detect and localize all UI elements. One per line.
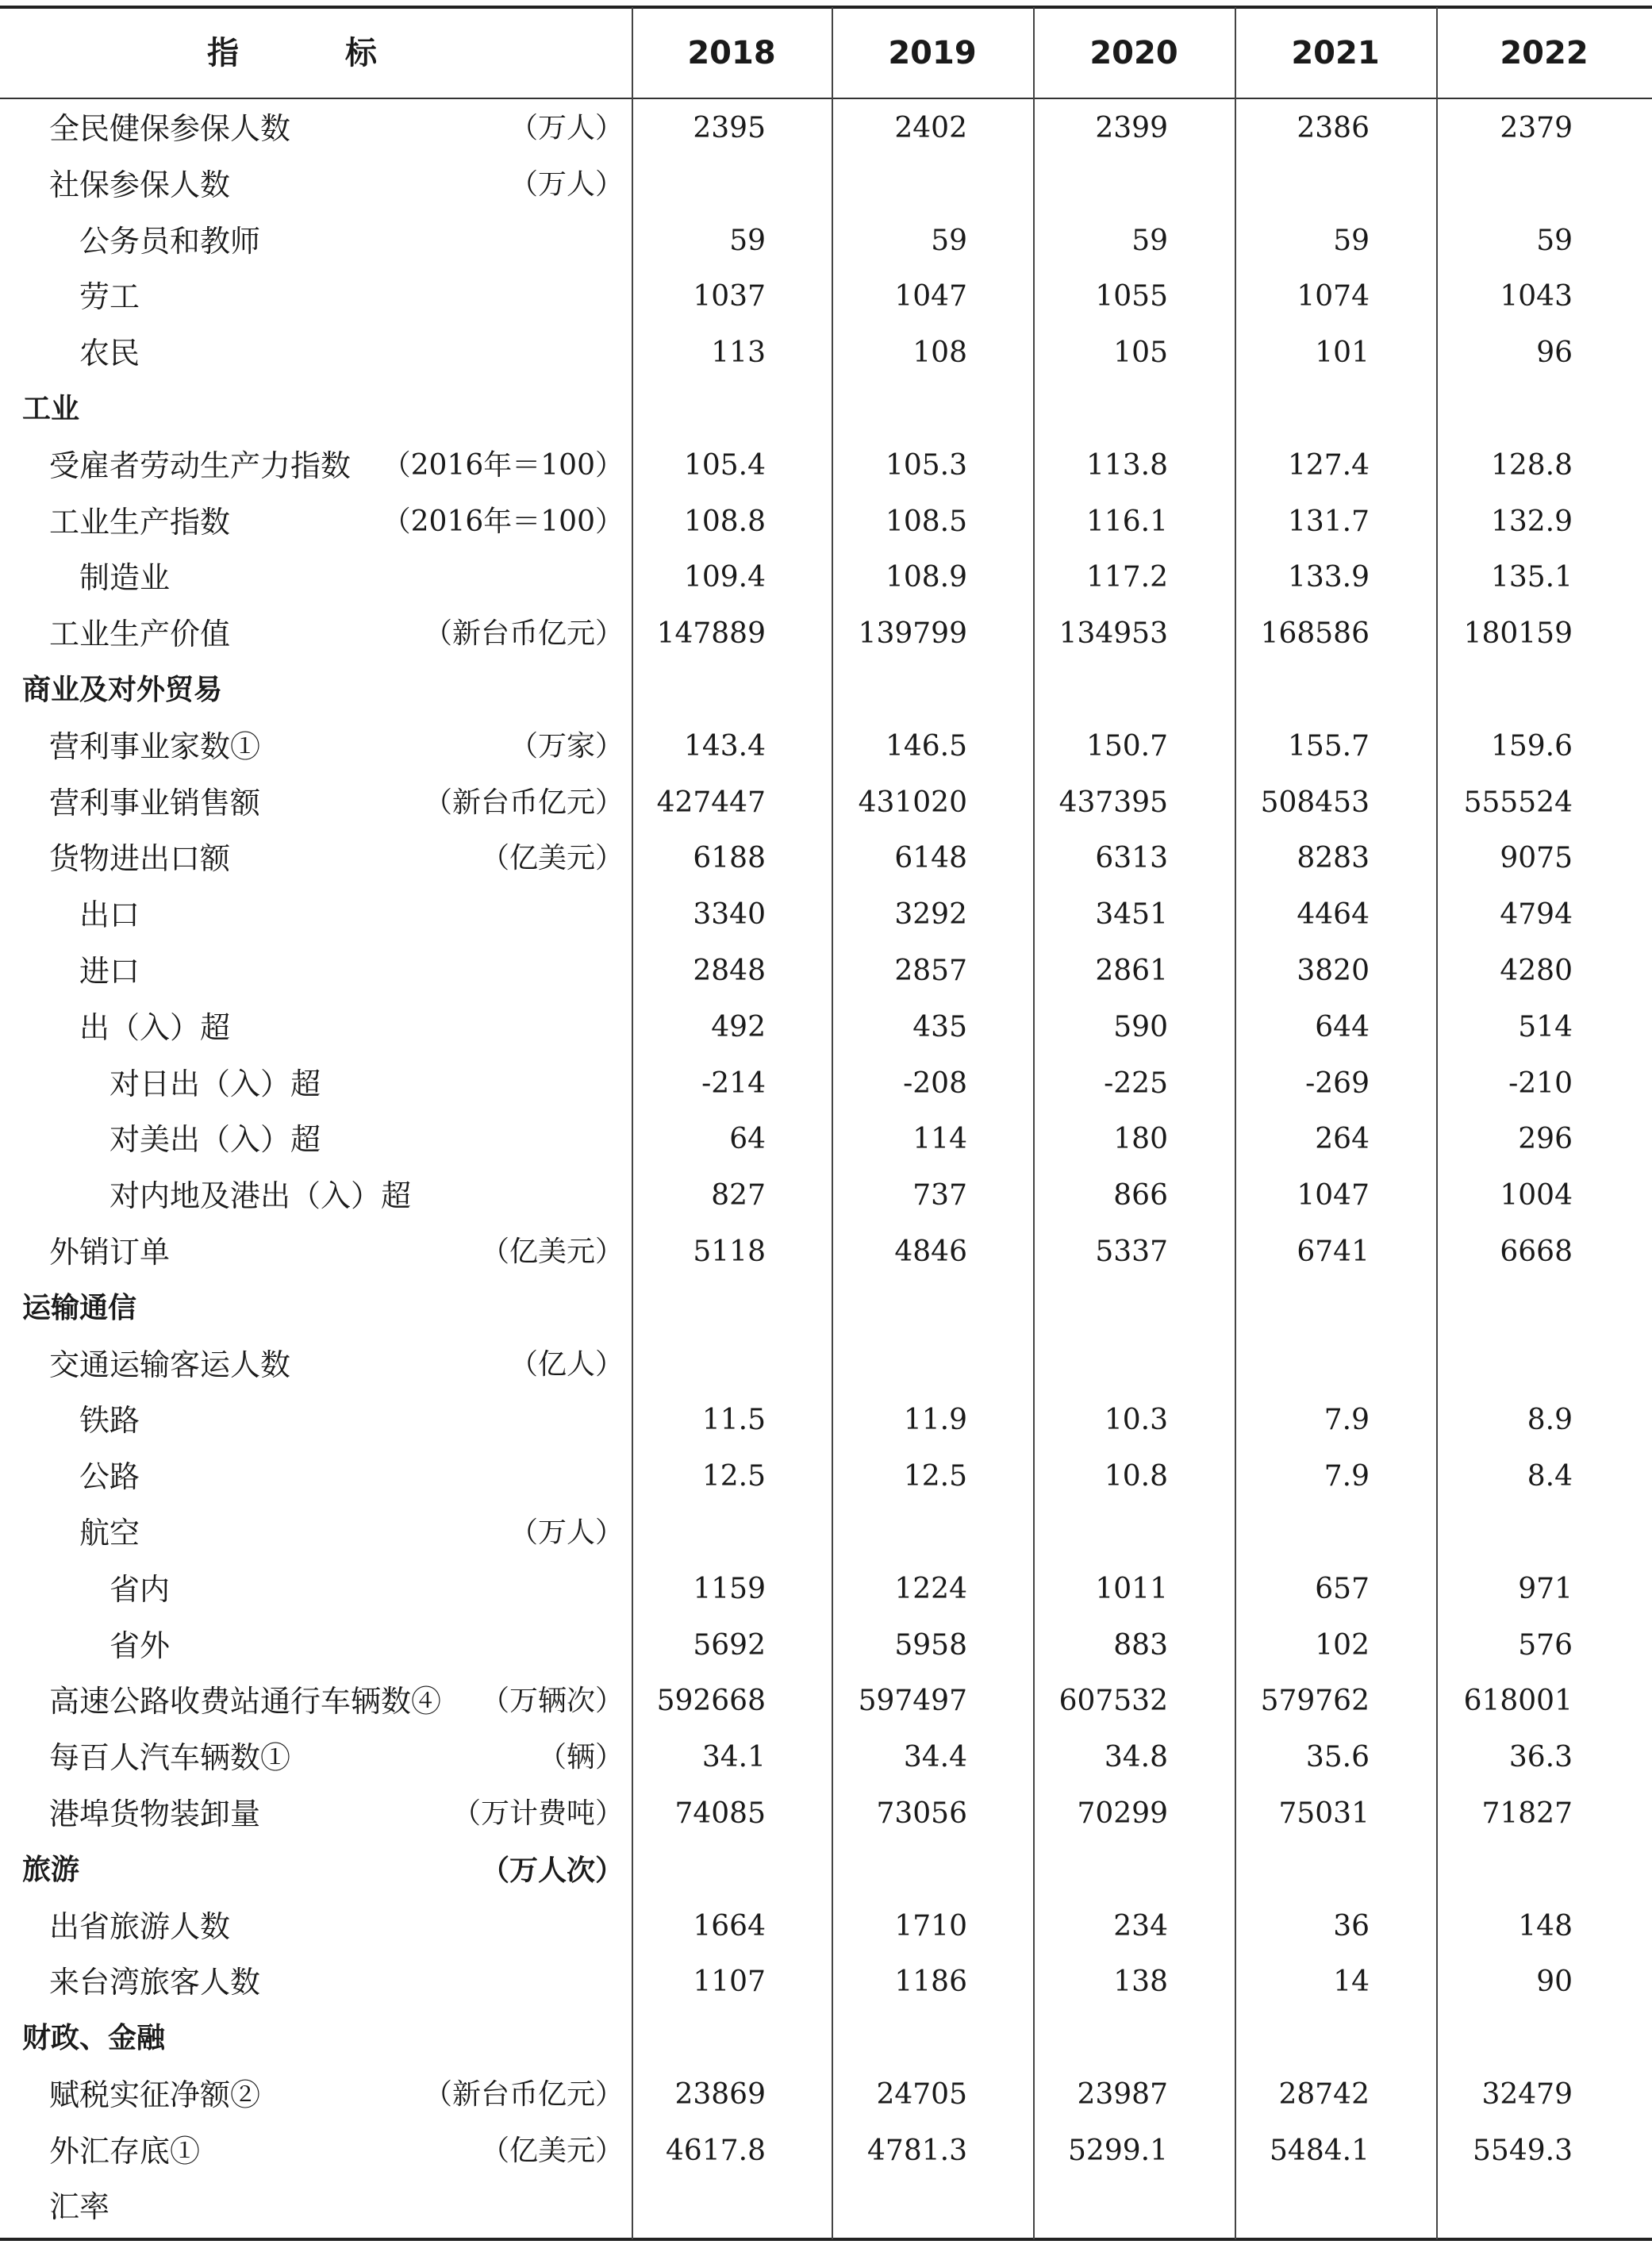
cell-value-2021: 2386: [1297, 112, 1370, 144]
cell-value-2021: 133.9: [1287, 561, 1370, 594]
header-indicator: 指 标: [207, 34, 425, 71]
cell-value-2020: 134953: [1058, 617, 1168, 651]
cell-value-2018: -214: [701, 1066, 766, 1100]
section-header-row: [0, 663, 1652, 719]
cell-value-2022: 90: [1536, 1966, 1573, 1999]
cell-value-2020: 180: [1113, 1123, 1168, 1156]
indicator-label: 对日出（入）超: [109, 1066, 321, 1101]
cell-value-2020: 116.1: [1085, 505, 1168, 538]
indicator-label: 社保参保人数: [49, 167, 231, 202]
cell-value-2021: 155.7: [1287, 729, 1370, 763]
cell-value-2021: 102: [1315, 1628, 1370, 1662]
cell-value-2022: 971: [1518, 1572, 1573, 1605]
cell-value-2022: 8.9: [1527, 1404, 1573, 1437]
indicator-label: 营利事业家数①: [49, 728, 261, 764]
cell-value-2022: 128.8: [1490, 448, 1573, 482]
table-row: [0, 1730, 1652, 1786]
cell-value-2021: 59: [1333, 224, 1370, 257]
cell-value-2018: 12.5: [701, 1460, 766, 1493]
indicator-label: 对美出（入）超: [109, 1122, 321, 1158]
cell-value-2018: 34.1: [701, 1741, 766, 1774]
cell-value-2022: 159.6: [1490, 729, 1573, 763]
table-row: [0, 1393, 1652, 1449]
section-header-row: [0, 382, 1652, 438]
table-row: [0, 550, 1652, 606]
cell-value-2020: 590: [1113, 1010, 1168, 1043]
cell-value-2018: 23869: [674, 2077, 766, 2111]
cell-value-2021: 508453: [1260, 786, 1370, 819]
cell-value-2021: 264: [1315, 1123, 1370, 1156]
cell-value-2022: 132.9: [1490, 505, 1573, 538]
section-title: 工业: [22, 392, 80, 425]
cell-value-2022: 36.3: [1508, 1741, 1573, 1774]
cell-value-2021: 35.6: [1305, 1741, 1370, 1774]
cell-value-2021: 3820: [1297, 954, 1370, 987]
indicator-label: 外销订单: [49, 1234, 171, 1270]
cell-value-2019: 108.9: [885, 561, 967, 594]
cell-value-2020: 437395: [1058, 786, 1168, 819]
cell-value-2019: 11.9: [903, 1404, 967, 1437]
indicator-unit: （新台币亿元）: [423, 2077, 624, 2111]
cell-value-2020: 3451: [1095, 898, 1168, 932]
indicator-label: 出口: [79, 897, 140, 933]
cell-value-2022: 71827: [1481, 1797, 1573, 1830]
indicator-label: 进口: [79, 953, 140, 989]
cell-value-2021: 7.9: [1324, 1460, 1370, 1493]
cell-value-2019: 24705: [876, 2077, 967, 2111]
cell-value-2020: 1011: [1095, 1572, 1168, 1605]
table-row: [0, 1112, 1652, 1168]
cell-value-2022: 8.4: [1527, 1460, 1573, 1493]
cell-value-2019: 4846: [894, 1235, 967, 1268]
cell-value-2018: 105.4: [683, 448, 766, 482]
table-row: [0, 157, 1652, 213]
indicator-unit: （万人）: [509, 167, 624, 201]
table-row: [0, 775, 1652, 832]
cell-value-2020: 138: [1113, 1966, 1168, 1999]
table-row: [0, 1000, 1652, 1056]
header-year-2019: 2019: [888, 35, 977, 71]
cell-value-2018: 108.8: [683, 505, 766, 538]
cell-value-2019: 2402: [894, 112, 967, 144]
cell-value-2022: 555524: [1463, 786, 1573, 819]
cell-value-2022: 59: [1536, 224, 1573, 257]
cell-value-2022: 576: [1518, 1628, 1573, 1662]
table-row: [0, 494, 1652, 551]
table-row: [0, 1168, 1652, 1224]
cell-value-2018: 11.5: [701, 1404, 766, 1437]
indicator-label: 汇率: [49, 2189, 110, 2225]
indicator-label: 营利事业销售额: [49, 785, 261, 820]
cell-value-2019: 5958: [894, 1628, 967, 1662]
cell-value-2019: 597497: [858, 1685, 967, 1718]
cell-value-2018: 64: [729, 1123, 766, 1156]
cell-value-2020: 150.7: [1085, 729, 1168, 763]
cell-value-2018: 113: [711, 336, 766, 370]
indicator-unit: （万人）: [509, 1516, 624, 1549]
cell-value-2020: 5299.1: [1068, 2134, 1168, 2167]
cell-value-2019: 34.4: [903, 1741, 967, 1774]
cell-value-2020: 113.8: [1085, 448, 1168, 482]
cell-value-2018: 5692: [693, 1628, 766, 1662]
indicator-unit: （亿美元）: [480, 1235, 624, 1268]
cell-value-2021: -269: [1305, 1066, 1370, 1100]
table-row: [0, 2179, 1652, 2235]
cell-value-2018: 4617.8: [666, 2134, 766, 2167]
table-bottom-rule: [0, 2238, 1652, 2241]
table-header: [0, 9, 1652, 98]
cell-value-2021: 131.7: [1287, 505, 1370, 538]
header-year-2020: 2020: [1089, 35, 1178, 71]
cell-value-2018: 3340: [693, 898, 766, 932]
cell-value-2020: 23987: [1077, 2077, 1168, 2111]
cell-value-2019: 1710: [894, 1909, 967, 1943]
table-body: [0, 101, 1652, 2235]
cell-value-2022: 4794: [1500, 898, 1573, 932]
cell-value-2020: 2399: [1095, 112, 1168, 144]
cell-value-2019: 6148: [894, 842, 967, 875]
indicator-label: 公路: [79, 1459, 140, 1495]
indicator-label: 劳工: [79, 279, 140, 315]
indicator-label: 对内地及港出（入）超: [109, 1178, 412, 1214]
table-row: [0, 1618, 1652, 1674]
cell-value-2018: 74085: [674, 1797, 766, 1830]
cell-value-2019: 59: [931, 224, 967, 257]
cell-value-2020: 5337: [1095, 1235, 1168, 1268]
cell-value-2019: 1186: [894, 1966, 967, 1999]
cell-value-2022: 4280: [1500, 954, 1573, 987]
table-row: [0, 1224, 1652, 1281]
section-header-row: [0, 2011, 1652, 2067]
indicator-unit: （万家）: [509, 729, 624, 763]
table-row: [0, 213, 1652, 270]
table-row: [0, 2123, 1652, 2180]
indicator-label: 交通运输客运人数: [49, 1347, 291, 1382]
indicator-unit: （亿美元）: [480, 842, 624, 875]
cell-value-2019: 3292: [894, 898, 967, 932]
cell-value-2018: 1107: [693, 1966, 766, 1999]
table-row: [0, 269, 1652, 325]
indicator-unit: （万辆次）: [480, 1685, 624, 1718]
section-title: 财政、金融: [22, 2022, 166, 2055]
indicator-label: 省外: [109, 1628, 171, 1663]
cell-value-2019: 108.5: [885, 505, 967, 538]
cell-value-2022: 1043: [1500, 280, 1573, 313]
table-row: [0, 1056, 1652, 1113]
section-header-row: [0, 1843, 1652, 1899]
indicator-label: 公务员和教师: [79, 223, 261, 259]
header-year-2021: 2021: [1291, 35, 1380, 71]
table-row: [0, 1786, 1652, 1843]
cell-value-2019: -208: [903, 1066, 967, 1100]
cell-value-2021: 101: [1315, 336, 1370, 370]
table-row: [0, 1449, 1652, 1505]
table-row: [0, 831, 1652, 887]
cell-value-2020: 59: [1131, 224, 1168, 257]
table-row: [0, 719, 1652, 775]
cell-value-2019: 431020: [858, 786, 967, 819]
indicator-label: 赋税实征净额②: [49, 2077, 261, 2112]
cell-value-2021: 168586: [1260, 617, 1370, 651]
table-row: [0, 325, 1652, 382]
cell-value-2022: 2379: [1500, 112, 1573, 144]
cell-value-2018: 1664: [693, 1909, 766, 1943]
cell-value-2021: 6741: [1297, 1235, 1370, 1268]
indicator-unit: （2016年＝100）: [382, 448, 624, 482]
cell-value-2019: 12.5: [903, 1460, 967, 1493]
indicator-unit: （辆）: [537, 1741, 624, 1774]
section-title: 旅游: [22, 1853, 80, 1886]
indicator-unit: （万人次）: [480, 1853, 624, 1887]
section-header-row: [0, 1281, 1652, 1337]
cell-value-2021: 7.9: [1324, 1404, 1370, 1437]
table-row: [0, 606, 1652, 663]
table-row: [0, 1899, 1652, 1955]
cell-value-2019: 1224: [894, 1572, 967, 1605]
cell-value-2020: 234: [1113, 1909, 1168, 1943]
header-year-2022: 2022: [1500, 35, 1589, 71]
indicator-unit: （亿美元）: [480, 2134, 624, 2167]
cell-value-2018: 1037: [693, 280, 766, 313]
cell-value-2020: 70299: [1077, 1797, 1168, 1830]
cell-value-2018: 109.4: [683, 561, 766, 594]
cell-value-2018: 2848: [693, 954, 766, 987]
cell-value-2021: 5484.1: [1270, 2134, 1370, 2167]
indicator-label: 来台湾旅客人数: [49, 1965, 261, 2000]
indicator-label: 出（入）超: [79, 1009, 231, 1045]
indicator-unit: （亿人）: [509, 1347, 624, 1381]
table-row: [0, 2067, 1652, 2123]
indicator-label: 省内: [109, 1571, 171, 1607]
cell-value-2020: 6313: [1095, 842, 1168, 875]
indicator-label: 制造业: [79, 560, 171, 596]
cell-value-2022: 96: [1536, 336, 1573, 370]
indicator-label: 货物进出口额: [49, 841, 231, 877]
cell-value-2021: 28742: [1278, 2077, 1370, 2111]
table-row: [0, 1954, 1652, 2011]
cell-value-2021: 1074: [1297, 280, 1370, 313]
cell-value-2019: 108: [912, 336, 967, 370]
cell-value-2022: 9075: [1500, 842, 1573, 875]
cell-value-2018: 827: [711, 1179, 766, 1212]
cell-value-2022: 180159: [1463, 617, 1573, 651]
cell-value-2019: 139799: [858, 617, 967, 651]
cell-value-2018: 143.4: [683, 729, 766, 763]
cell-value-2021: 579762: [1260, 1685, 1370, 1718]
indicator-unit: （万计费吨）: [451, 1797, 624, 1830]
cell-value-2019: 435: [912, 1010, 967, 1043]
cell-value-2019: 105.3: [885, 448, 967, 482]
indicator-label: 航空: [79, 1515, 140, 1551]
indicator-label: 港埠货物装卸量: [49, 1796, 261, 1831]
table-row: [0, 1562, 1652, 1618]
table-row: [0, 438, 1652, 494]
cell-value-2018: 6188: [693, 842, 766, 875]
cell-value-2020: 34.8: [1104, 1741, 1168, 1774]
table-row: [0, 101, 1652, 157]
indicator-label: 全民健保参保人数: [49, 111, 291, 146]
indicator-label: 每百人汽车辆数①: [49, 1740, 291, 1776]
indicator-label: 铁路: [79, 1403, 140, 1439]
cell-value-2021: 127.4: [1287, 448, 1370, 482]
table-row: [0, 887, 1652, 943]
cell-value-2020: 10.8: [1104, 1460, 1168, 1493]
cell-value-2018: 5118: [693, 1235, 766, 1268]
cell-value-2020: 105: [1113, 336, 1168, 370]
indicator-label: 农民: [79, 336, 140, 371]
cell-value-2018: 2395: [693, 112, 766, 144]
cell-value-2022: 32479: [1481, 2077, 1573, 2111]
cell-value-2022: -210: [1508, 1066, 1573, 1100]
indicator-unit: （万人）: [509, 112, 624, 144]
cell-value-2020: 117.2: [1085, 561, 1168, 594]
cell-value-2021: 8283: [1297, 842, 1370, 875]
cell-value-2022: 514: [1518, 1010, 1573, 1043]
indicator-unit: （新台币亿元）: [423, 786, 624, 819]
indicator-label: 工业生产指数: [49, 504, 231, 540]
cell-value-2019: 73056: [876, 1797, 967, 1830]
cell-value-2020: 2861: [1095, 954, 1168, 987]
cell-value-2021: 1047: [1297, 1179, 1370, 1212]
table-row: [0, 1505, 1652, 1562]
cell-value-2020: 607532: [1058, 1685, 1168, 1718]
cell-value-2018: 59: [729, 224, 766, 257]
cell-value-2018: 427447: [656, 786, 766, 819]
cell-value-2020: 1055: [1095, 280, 1168, 313]
cell-value-2022: 1004: [1500, 1179, 1573, 1212]
cell-value-2021: 644: [1315, 1010, 1370, 1043]
indicator-label: 出省旅游人数: [49, 1908, 231, 1944]
section-title: 商业及对外贸易: [22, 673, 223, 706]
cell-value-2019: 737: [912, 1179, 967, 1212]
cell-value-2022: 148: [1518, 1909, 1573, 1943]
cell-value-2020: -225: [1104, 1066, 1168, 1100]
indicator-unit: （新台币亿元）: [423, 617, 624, 651]
cell-value-2018: 147889: [656, 617, 766, 651]
cell-value-2022: 6668: [1500, 1235, 1573, 1268]
cell-value-2019: 2857: [894, 954, 967, 987]
indicator-label: 受雇者劳动生产力指数: [49, 448, 352, 483]
header-rule: [0, 98, 1652, 99]
cell-value-2019: 4781.3: [867, 2134, 967, 2167]
indicator-label: 工业生产价值: [49, 617, 231, 652]
cell-value-2022: 618001: [1463, 1685, 1573, 1718]
table-row: [0, 1674, 1652, 1730]
cell-value-2020: 10.3: [1104, 1404, 1168, 1437]
indicator-label: 高速公路收费站通行车辆数④: [49, 1684, 442, 1720]
cell-value-2020: 866: [1113, 1179, 1168, 1212]
indicator-label: 外汇存底①: [49, 2133, 201, 2169]
cell-value-2022: 5549.3: [1473, 2134, 1573, 2167]
indicator-unit: （2016年＝100）: [382, 505, 624, 538]
cell-value-2018: 1159: [693, 1572, 766, 1605]
cell-value-2018: 492: [711, 1010, 766, 1043]
table-row: [0, 943, 1652, 1000]
cell-value-2019: 114: [912, 1123, 967, 1156]
cell-value-2018: 592668: [656, 1685, 766, 1718]
section-title: 运输通信: [22, 1291, 137, 1324]
table-row: [0, 1337, 1652, 1393]
header-year-2018: 2018: [687, 35, 776, 71]
cell-value-2019: 1047: [894, 280, 967, 313]
cell-value-2020: 883: [1113, 1628, 1168, 1662]
cell-value-2021: 36: [1333, 1909, 1370, 1943]
cell-value-2019: 146.5: [885, 729, 967, 763]
cell-value-2022: 135.1: [1490, 561, 1573, 594]
cell-value-2021: 657: [1315, 1572, 1370, 1605]
cell-value-2021: 14: [1333, 1966, 1370, 1999]
cell-value-2022: 296: [1518, 1123, 1573, 1156]
cell-value-2021: 75031: [1278, 1797, 1370, 1830]
cell-value-2021: 4464: [1297, 898, 1370, 932]
